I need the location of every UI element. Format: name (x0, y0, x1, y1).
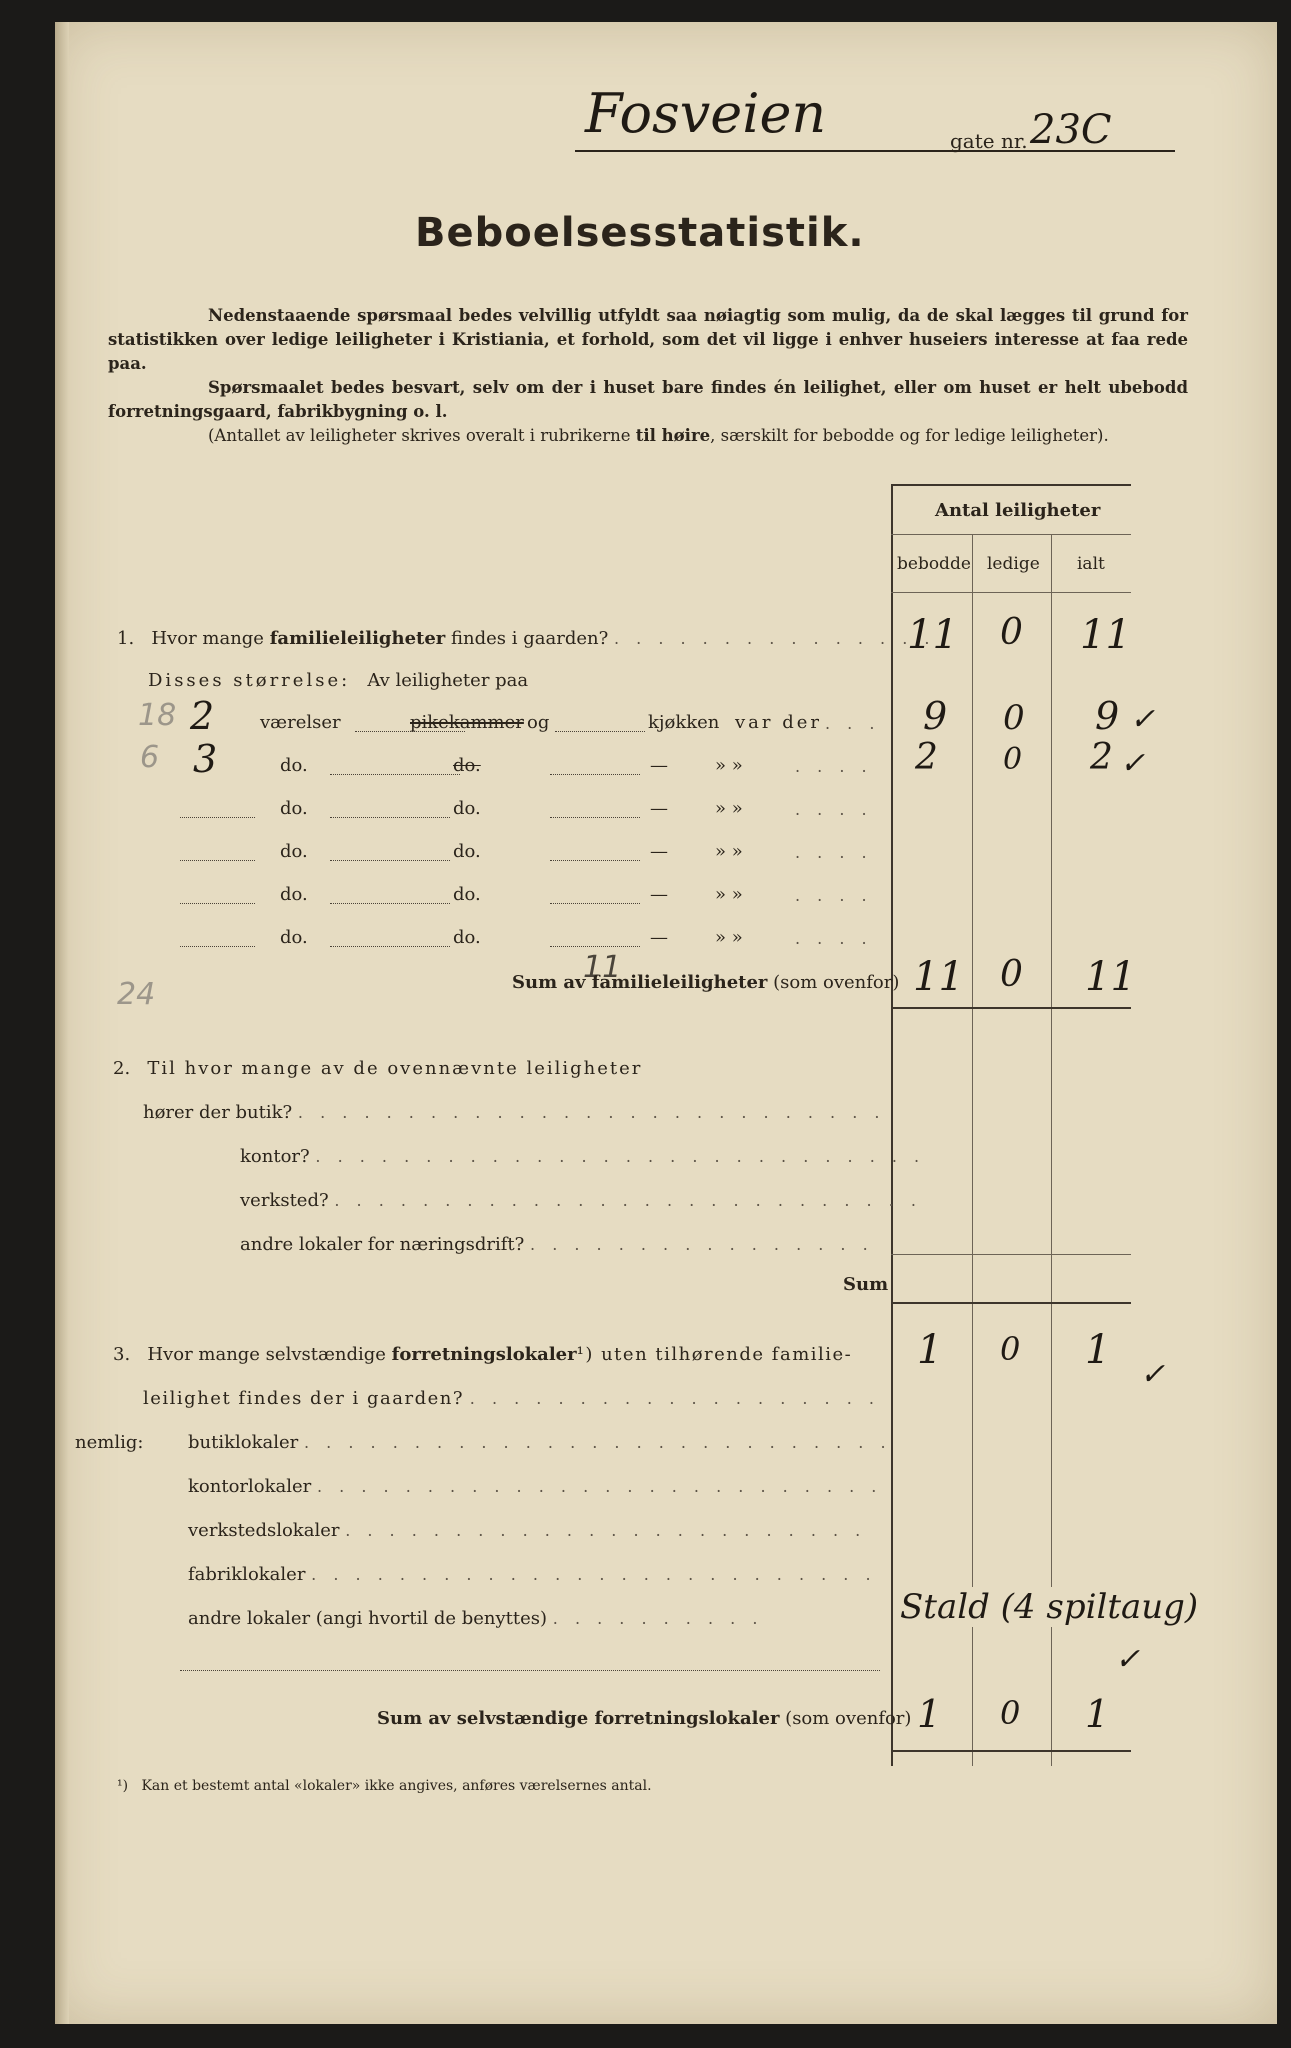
q2-number: 2. (113, 1058, 131, 1079)
ditto-row (180, 841, 940, 867)
q3-question (113, 1344, 852, 1365)
q3-andre-label: andre lokaler (angi hvortil de benyttes) (188, 1608, 548, 1629)
q3-sum-ledige: 0 (1000, 1694, 1021, 1732)
street-number-label: gate nr. (950, 129, 1028, 153)
row1-vaerelser: værelser (260, 712, 341, 733)
ditto-dash: — (650, 841, 668, 862)
q2-verksted-label: verksted? (240, 1190, 329, 1211)
q3-answer-bebodde: 1 (917, 1327, 943, 1373)
footnote-mark: ¹) (117, 1778, 129, 1794)
q3-number: 3. (113, 1344, 131, 1365)
ditto-fill-2 (330, 946, 450, 947)
q3-andre-answer: Stald (4 spiltaug) (900, 1587, 1199, 1627)
q3-butik (188, 1432, 892, 1453)
ditto-fill-1 (180, 860, 255, 861)
row2-answer-ialt: 2 (1090, 737, 1113, 778)
q3-fabrik-label: fabriklokaler (188, 1564, 306, 1585)
q1-question (117, 628, 935, 649)
q3-sum-ialt: 1 (1085, 1692, 1110, 1736)
q3-andre (188, 1608, 763, 1629)
q3-extra-check-icon: ✓ (1115, 1642, 1141, 1677)
q3-verksted (188, 1520, 866, 1541)
q3-fabrik-dots: . . . . . . . . . . . . . . . . . . . . . . . . . . (311, 1565, 877, 1584)
ditto-fill-3 (550, 860, 640, 861)
row2-fill-line-2 (550, 774, 640, 775)
q1-sum-bold: familieleiligheter (591, 972, 768, 993)
street-number: 23C (1030, 107, 1112, 153)
q3-verksted-label: verkstedslokaler (188, 1520, 340, 1541)
q2-question (113, 1058, 642, 1079)
ditto-row (180, 927, 940, 953)
row2-check-icon: ✓ (1120, 746, 1146, 781)
table-col-header-rule (891, 592, 1131, 593)
q2-verksted (240, 1190, 922, 1211)
q1-sum-ialt: 11 (1085, 954, 1136, 1000)
row2-rooms: 3 (193, 737, 218, 781)
ditto-quote: » » (715, 798, 743, 819)
q1-sum-label (512, 972, 899, 993)
row2-fill-line-1 (330, 774, 460, 775)
row1-var-der: var der (735, 712, 823, 733)
q2-kontor (240, 1146, 925, 1167)
q3-verksted-dots: . . . . . . . . . . . . . . . . . . . . . . . . (345, 1521, 867, 1540)
q3-answer-ledige: 0 (1000, 1330, 1021, 1368)
q1-answer-bebodde: 11 (907, 612, 958, 658)
row1-fill-line-2 (555, 731, 645, 732)
ditto-fill-3 (550, 903, 640, 904)
q1-sum-a: Sum av (512, 972, 592, 993)
intro-text (108, 304, 1188, 448)
ditto-dots: . . . . (795, 886, 873, 905)
row2-dots: . . . . (795, 757, 873, 776)
q3-kontor-dots: . . . . . . . . . . . . . . . . . . . . . . . . . . (317, 1477, 883, 1496)
q1-text-c: findes i gaarden? (445, 628, 609, 649)
intro-paragraph-2: Spørsmaalet bedes besvart, selv om der i huset bare findes én leilighet, eller om huset er helt ubebodd forretningsgaard, fabrikbygning o. l. (108, 378, 1188, 421)
row2-do-1: do. (280, 755, 308, 776)
q1-sum-rule (891, 1007, 1131, 1009)
row2-answer-bebodde: 2 (915, 737, 938, 778)
row1-pikekammer: pikekammer (410, 712, 524, 733)
ditto-do-2: do. (453, 927, 481, 948)
row1-answer-ialt: 9 (1095, 694, 1120, 738)
q2-sum-rule (891, 1302, 1131, 1304)
q2-sum-label: Sum (843, 1274, 889, 1295)
q3-sum-rule (891, 1750, 1131, 1752)
intro-p3-part-a: (Antallet av leiligheter skrives overalt i rubrikerne (208, 426, 636, 445)
ditto-dots: . . . . (795, 843, 873, 862)
q3-answer-ialt: 1 (1085, 1327, 1111, 1373)
q3-kontor-label: kontorlokaler (188, 1476, 312, 1497)
row1-kjokken: kjøkken (648, 712, 720, 733)
q3-sum-bebodde: 1 (917, 1692, 942, 1736)
row1-check-icon: ✓ (1130, 702, 1156, 737)
q2-butik-label: hører der butik? (143, 1102, 293, 1123)
q1-text-bold: familieleiligheter (269, 628, 446, 649)
row2-do-2: do. (453, 755, 481, 776)
ditto-fill-1 (180, 946, 255, 947)
sum-margin-pencil: 24 (117, 977, 156, 1012)
row1-margin-pencil: 18 (138, 698, 177, 733)
q3-nemlig: nemlig: (75, 1432, 144, 1453)
q3-line1-c: ¹) uten tilhørende familie- (576, 1344, 853, 1365)
col-header-bebodde: bebodde (897, 554, 971, 574)
ditto-fill-1 (180, 817, 255, 818)
ditto-do-1: do. (280, 927, 308, 948)
ditto-fill-2 (330, 903, 450, 904)
ditto-do-1: do. (280, 798, 308, 819)
ditto-do-2: do. (453, 884, 481, 905)
intro-paragraph-1: Nedenstaaende spørsmaal bedes velvillig utfyldt saa nøiagtig som mulig, da de skal lægges til grund for statistikken over ledige leiligheter i Kristiania, et forhold, som det vil ligge i enhver huseiers interesse at faa rede paa. (108, 306, 1188, 373)
q1-sizes-intro-a: Disses størrelse: (148, 670, 351, 691)
row1-answer-ledige: 0 (1003, 698, 1025, 738)
ditto-fill-2 (330, 817, 450, 818)
col-header-ialt: ialt (1077, 554, 1105, 574)
q3-line2 (143, 1388, 880, 1409)
q2-butik-dots: . . . . . . . . . . . . . . . . . . . . . . . . . . . (297, 1103, 886, 1122)
q3-check-icon: ✓ (1140, 1357, 1166, 1392)
ditto-do-1: do. (280, 841, 308, 862)
q3-butik-dots: . . . . . . . . . . . . . . . . . . . . . . . . . . . (304, 1433, 892, 1452)
street-name: Fosveien (585, 82, 827, 145)
q3-line2-text: leilighet findes der i gaarden? (143, 1388, 465, 1409)
ditto-dots: . . . . (795, 800, 873, 819)
q3-andre-dots: . . . . . . . . . . (552, 1609, 764, 1628)
ditto-dash: — (650, 884, 668, 905)
ditto-row (180, 884, 940, 910)
q1-answer-ialt: 11 (1080, 612, 1131, 658)
ditto-fill-2 (330, 860, 450, 861)
q2-andre (240, 1234, 874, 1255)
ditto-dash: — (650, 927, 668, 948)
q3-butik-label: butiklokaler (188, 1432, 299, 1453)
q3-line2-dots: . . . . . . . . . . . . . . . . . . . (469, 1389, 880, 1408)
ditto-quote: » » (715, 884, 743, 905)
ditto-fill-1 (180, 903, 255, 904)
q3-kontor (188, 1476, 882, 1497)
q2-andre-label: andre lokaler for næringsdrift? (240, 1234, 525, 1255)
sum-pencil-note: 11 (583, 950, 622, 985)
row1-dots: . . . (825, 714, 881, 733)
row2-margin-pencil: 6 (140, 740, 160, 775)
q1-sizes-intro-b: Av leiligheter paa (367, 670, 529, 691)
page-title: Beboelsesstatistik. (415, 210, 865, 256)
q3-sum-label (377, 1708, 911, 1729)
intro-paragraph-3 (108, 424, 1188, 448)
row2-ditto-marks: » » (715, 755, 743, 776)
census-form-page (55, 22, 1277, 2024)
table-left-rule (891, 484, 893, 1766)
q3-fabrik (188, 1564, 877, 1585)
ditto-do-2: do. (453, 841, 481, 862)
q3-sum-a: Sum av selvstændige forretningslokaler (377, 1708, 780, 1729)
q1-sum-ledige: 0 (1000, 954, 1023, 995)
intro-p3-bold: til høire (635, 426, 711, 445)
q3-line1-bold: forretningslokaler (391, 1344, 577, 1365)
q1-sum-c: (som ovenfor) (767, 972, 900, 993)
row2-answer-ledige: 0 (1003, 742, 1023, 777)
footnote (117, 1778, 652, 1794)
row1-answer-bebodde: 9 (923, 694, 948, 738)
q2-kontor-dots: . . . . . . . . . . . . . . . . . . . . . . . . . . . . (315, 1147, 926, 1166)
table-header-title: Antal leiligheter (935, 500, 1101, 521)
table-col-divider-1 (972, 534, 973, 1766)
q3-line1-a: Hvor mange selvstændige (147, 1344, 392, 1365)
row1-rooms: 2 (190, 694, 215, 738)
q2-andre-dots: . . . . . . . . . . . . . . . . (530, 1235, 874, 1254)
ditto-fill-3 (550, 817, 640, 818)
q1-number: 1. (117, 628, 135, 649)
q2-kontor-label: kontor? (240, 1146, 310, 1167)
ditto-do-1: do. (280, 884, 308, 905)
table-header-rule (891, 534, 1131, 535)
q2-sum-top-rule (891, 1254, 1131, 1255)
table-col-divider-2 (1051, 534, 1052, 1766)
q1-leader-dots: . . . . . . . . . . . . . . . (613, 629, 936, 648)
ditto-row (180, 798, 940, 824)
row2-dash: — (650, 755, 668, 776)
intro-p3-part-c: , særskilt for bebodde og for ledige leiligheter). (710, 426, 1109, 445)
ditto-dots: . . . . (795, 929, 873, 948)
col-header-ledige: ledige (987, 554, 1040, 574)
row1-og: og (527, 712, 550, 733)
q2-line1: Til hvor mange av de ovennævnte leiligheter (147, 1058, 643, 1079)
ditto-quote: » » (715, 927, 743, 948)
ditto-quote: » » (715, 841, 743, 862)
q3-extra-fill-line (180, 1670, 880, 1671)
paper-binding-edge (55, 22, 69, 2024)
q2-verksted-dots: . . . . . . . . . . . . . . . . . . . . . . . . . . . (334, 1191, 922, 1210)
q1-sum-bebodde: 11 (913, 954, 964, 1000)
footnote-text: Kan et bestemt antal «lokaler» ikke angives, anføres værelsernes antal. (141, 1778, 652, 1794)
q3-sum-b: (som ovenfor) (779, 1708, 912, 1729)
ditto-fill-3 (550, 946, 640, 947)
table-top-rule (891, 484, 1131, 486)
q1-text-a: Hvor mange (151, 628, 270, 649)
ditto-do-2: do. (453, 798, 481, 819)
q2-butik (143, 1102, 885, 1123)
ditto-dash: — (650, 798, 668, 819)
q1-answer-ledige: 0 (1000, 612, 1023, 653)
q1-sizes-intro (148, 670, 528, 691)
